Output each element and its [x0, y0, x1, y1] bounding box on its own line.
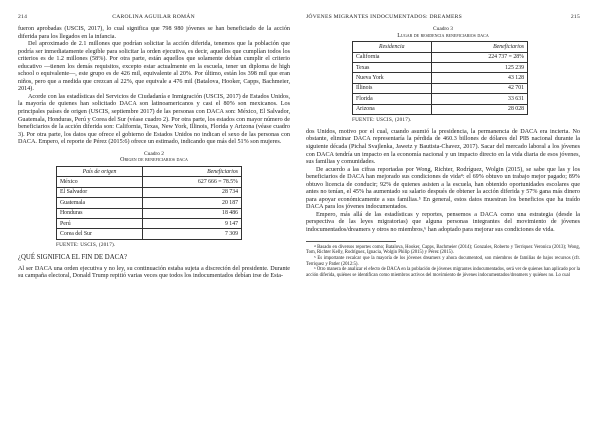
- left-page: [18, 14, 290, 424]
- table-header: Residencia: [353, 42, 432, 52]
- page-number-right: 215: [570, 14, 580, 20]
- table-cell: 20 187: [142, 198, 241, 208]
- table-row: [353, 94, 528, 104]
- table-row: [353, 73, 528, 83]
- running-head-title: JÓVENES MIGRANTES INDOCUMENTADOS: DREAMERS: [306, 14, 462, 20]
- table-cell: 7 309: [142, 229, 241, 239]
- footnote-rule: [306, 241, 396, 242]
- table-row: [57, 208, 242, 218]
- table-cell: El Salvador: [57, 187, 143, 197]
- origin-table: [56, 166, 242, 240]
- table-row: [353, 83, 528, 93]
- paragraph: Al ser DACA una orden ejecutiva y no ley, su continuación estaba sujeta a discreción del presidente. Durante su campaña electoral, Donald Trump repitió varias veces que todos los indocumentados debían irse de Esta-: [18, 265, 290, 280]
- table-cell: México: [57, 177, 143, 187]
- table-caption-title: Lugar de residencia beneficiarios daca: [397, 32, 489, 39]
- residence-table: [352, 41, 528, 115]
- table-cell: 28 028: [431, 104, 527, 114]
- paragraph: Acorde con las estadísticas del Servicios de Ciudadanía e Inmigración (USCIS, 2017) de Estados Unidos, la mayoría de quienes han solicitado DACA son latinoamericanos y casi el 80% son mexicanos. Los principales países de origen (USCIS, septiembre 2017) de las personas con DACA son: México, El Salvador, Guatemala, Honduras, Perú y Corea del Sur (véase cuadro 2). Por otra parte, los estados con mayor número de beneficiarios de la acción diferida son: California, Texas, New York, Illinois, Florida y Arizona (véase cuadro 3). Por otra parte, los datos que ofrece el gobierno de Estados Unidos no indican el sexo de las personas con DACA. Empero, el reporte de Pérez (2015:6) ofrece un estimado, indicando que más del 51% son mujeres.: [18, 93, 290, 146]
- table-caption-title: Origen de beneficiarios daca: [120, 157, 188, 164]
- table-header-row: [57, 166, 242, 176]
- table-caption-label: Cuadro 2: [144, 150, 164, 157]
- table-header: Beneficiarios: [431, 42, 527, 52]
- table-cell: Nueva York: [353, 73, 432, 83]
- table-cell: 28 734: [142, 187, 241, 197]
- running-head-author: CAROLINA AGUILAR ROMÁN: [112, 14, 195, 20]
- table-cell: 18 486: [142, 208, 241, 218]
- table-cell: Arizona: [353, 104, 432, 114]
- table-cell: 42 701: [431, 83, 527, 93]
- paragraph: Empero, más allá de las estadísticas y reportes, pensemos a DACA como una estrategia (desde la perspectiva de las leyes migratorias) que alguna personas integrantes del movimiento de jóvenes indocumentados/dreamers y otros no miembros,⁶ han adoptado para mejorar sus condiciones de vida.: [306, 211, 580, 234]
- table-source: FUENTE: USCIS, (2017).: [56, 241, 116, 248]
- table-row: [57, 187, 242, 197]
- table-header: Beneficiarios: [142, 166, 241, 176]
- table-row: [57, 229, 242, 239]
- table-cell: 627 666 = 78.5%: [142, 177, 241, 187]
- paragraph: fueron aprobadas (USCIS, 2017), lo cual significa que 798 980 jóvenes se han beneficiado de la acción diferida para los llegados en la infancia.: [18, 26, 290, 40]
- table-row: [353, 52, 528, 62]
- table-row: [57, 218, 242, 228]
- left-running-head: [18, 14, 290, 26]
- paragraph: dos Unidos, motivo por el cual, cuando asumió la presidencia, la permanencia de DACA era incierta. No obstante, eliminar DACA representaría la pérdida de 460.3 billones de dólares del PIB nacional durante la siguiente década (Pichal Svajlenka, Jawetz y Bautista-Chavez, 2017). Sacar del mercado laboral a los jóvenes con DACA tendría un impacto en la economía nacional y un impacto directo en la vida diaria de esos jóvenes, sus familias y comunidades.: [306, 128, 580, 166]
- table-cell: Corea del Sur: [57, 229, 143, 239]
- table-cell: Illinois: [353, 83, 432, 93]
- table-cell: Guatemala: [57, 198, 143, 208]
- right-running-head: [306, 14, 580, 26]
- table-cell: 9 147: [142, 218, 241, 228]
- table-source: FUENTE: USCIS, (2017).: [352, 116, 412, 123]
- table-row: [353, 104, 528, 114]
- table-cell: 43 128: [431, 73, 527, 83]
- section-heading: ¿QUÉ SIGNIFICA EL FIN DE DACA?: [18, 253, 128, 261]
- paragraph: De acuerdo a las cifras reportadas por Wong, Richter, Rodríguez, Wolgin (2015), se sabe que las y los beneficiarios de DACA han mejorado sus condiciones de vida⁴: el 69% obtuvo un trabajo mejor pagado; 89% obtuvo licencia de conducir; 92% de quienes asisten a la escuela, han obtenido oportunidades escolares que antes no tenían, el 45% ha aumentado su salario después de obtener la acción diferida y 57% gana más dinero para apoyar económicamente a sus familias.⁵ En general, estos datos muestran los beneficios que ha traído DACA para los jóvenes indocumentados.: [306, 166, 580, 211]
- footnote: ⁴ Basado en diversos reportes como; Batalova, Hooker, Capps, Bachmeier (2014); Gonzales, Roberto y Terriquez Veronica (2013); Wong, Tom, Richter Kelly, Rodríguez, Ignacia, Wolgin Philip (2015) y Pérez (2015).: [306, 244, 580, 256]
- table-cell: 224 737 = 28%: [431, 52, 527, 62]
- paragraph: Del aproximado de 2.1 millones que podrían solicitar la acción diferida, tenemos que la población que podría ser inmediatamente elegible para solicitar la orden ejecutiva, es decir, aquellos que cumplían todos los criterios es de 1.2 millones (58%). Por otra parte, están aquellos que solamente debían cumplir el criterio educativo —tienen los demás requisitos, excepto estar actualmente en la escuela, tener un diploma de high school o equivalente—, este grupo es de 426 mil, equivalente al 20%. Por último, están los 398 mil que eran niños, pero que a medida que crezcan al 22%, que equivale a 476 mil (Batalova, Hooker, Capps, Bachmeier, 2014).: [18, 41, 290, 93]
- table-caption-label: Cuadro 3: [433, 26, 453, 32]
- table-cell: 33 631: [431, 94, 527, 104]
- footnote: ⁶ Otro manera de analizar el efecto de DACA en la población de jóvenes migrantes indocumentados, será ver de quienes han aplicado por la acción diferida, quiénes se identifican como miembros activos del movimiento de jóvenes indocumentados/dreamers y quiénes no. Lo cual: [306, 267, 580, 279]
- table-cell: Texas: [353, 62, 432, 72]
- table-cell: Honduras: [57, 208, 143, 218]
- table-cell: 125 239: [431, 62, 527, 72]
- table-cell: California: [353, 52, 432, 62]
- table-cell: Florida: [353, 94, 432, 104]
- table-cell: Perú: [57, 218, 143, 228]
- table-row: [57, 198, 242, 208]
- table-row: [353, 62, 528, 72]
- table-header-row: [353, 42, 528, 52]
- table-row: [57, 177, 242, 187]
- footnotes: [306, 245, 580, 279]
- table-header: País de origen: [57, 166, 143, 176]
- right-page: [306, 14, 580, 424]
- page-number-left: 214: [18, 14, 28, 20]
- footnote: ⁵ Es importante recalcar que la mayoría de los jóvenes dreamers y ahora documentod, son miembros de familias de bajos recursos (cfr. Terriquez y Patler (2012:5).: [306, 255, 580, 267]
